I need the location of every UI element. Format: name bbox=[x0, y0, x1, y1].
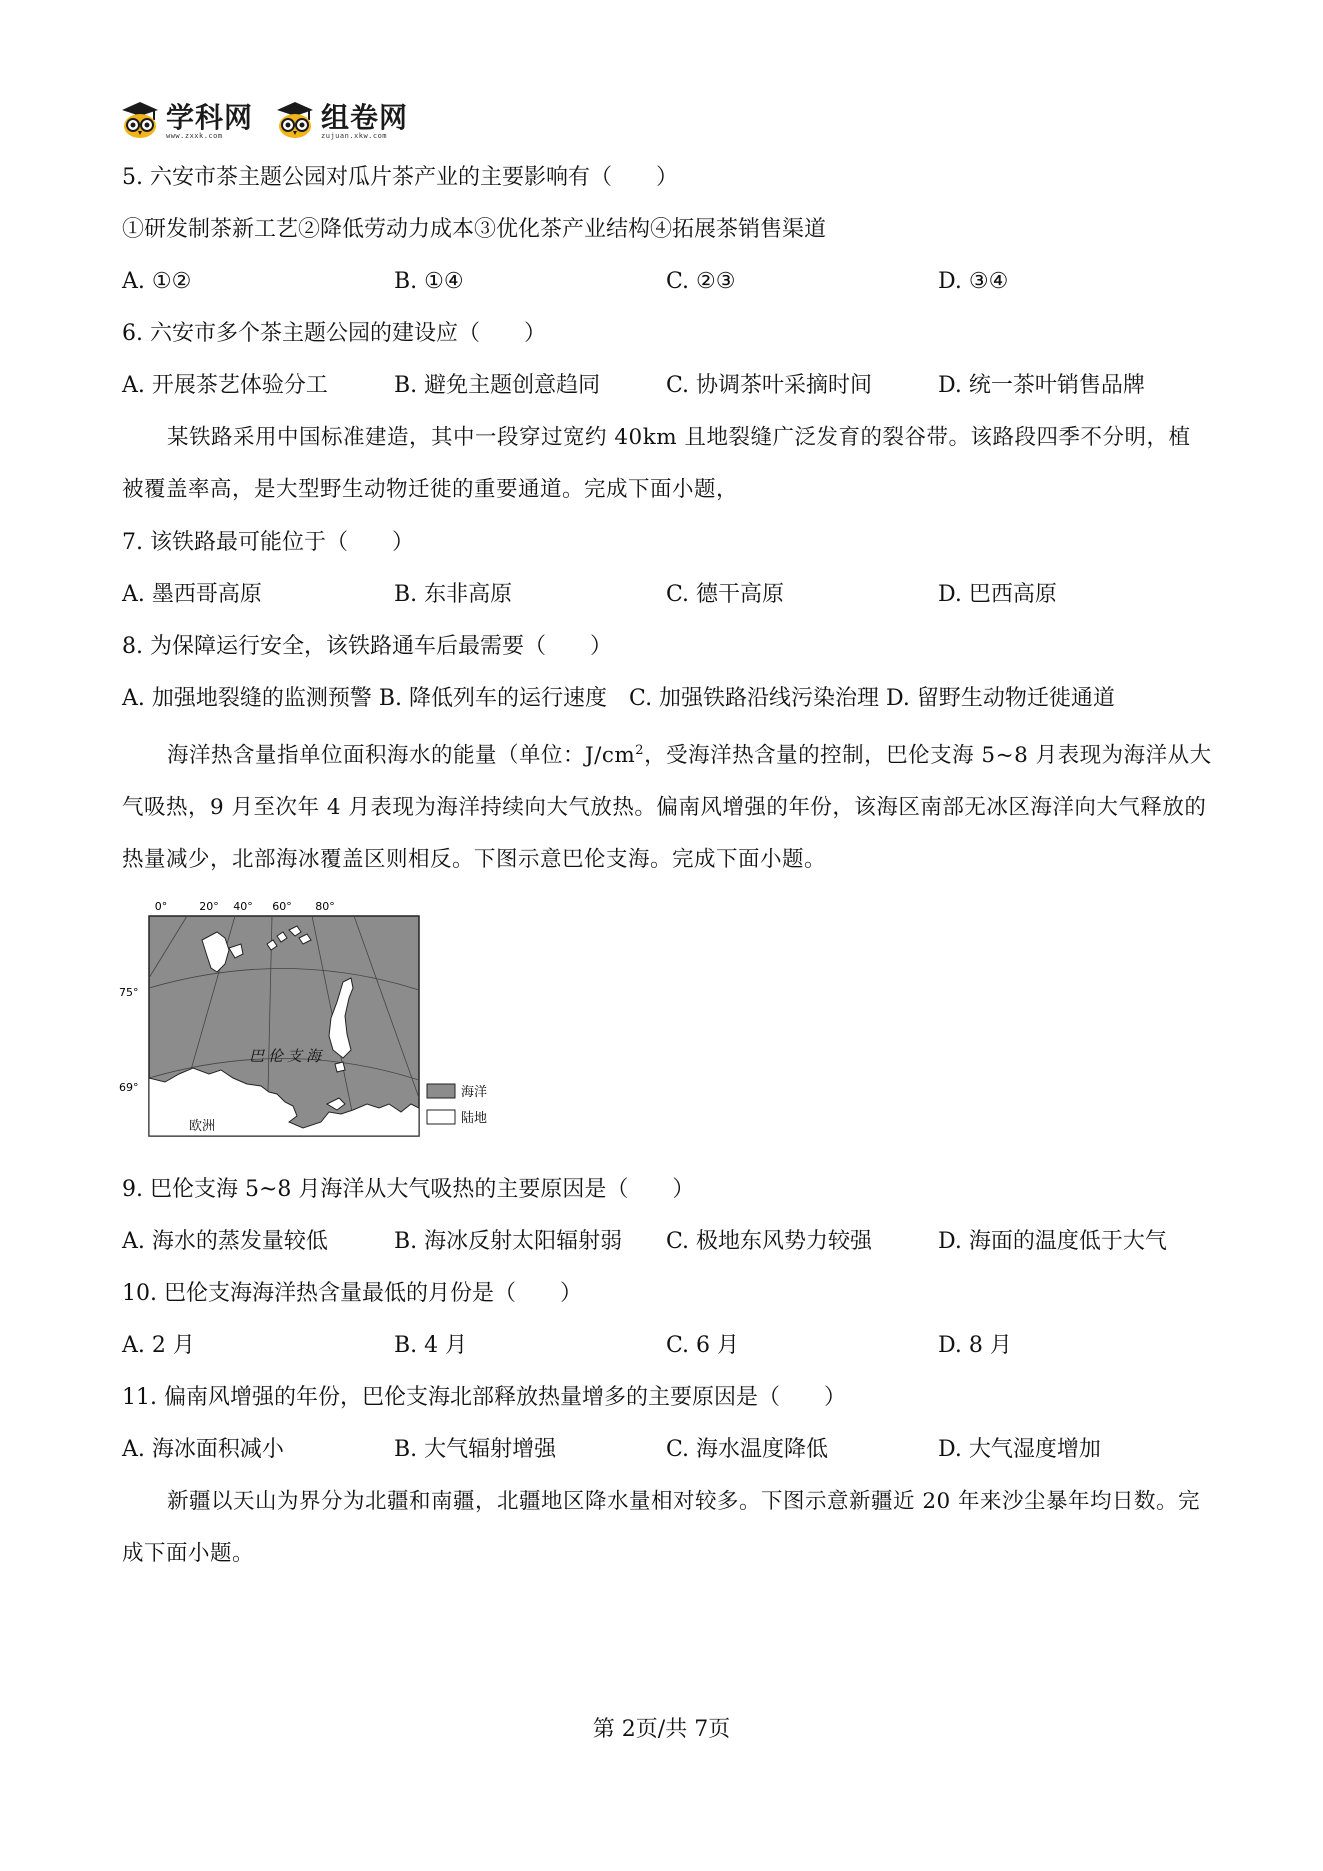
question-5-items: ①研发制茶新工艺②降低劳动力成本③优化茶产业结构④拓展茶销售渠道 bbox=[122, 217, 827, 242]
question-9-options bbox=[122, 1227, 1222, 1257]
logo-zujuanwang bbox=[273, 96, 408, 140]
land-label: 欧洲 bbox=[189, 1119, 216, 1134]
question-11-stem: 11. 偏南风增强的年份，巴伦支海北部释放热量增多的主要原因是（ ） bbox=[122, 1385, 846, 1410]
legend-swatch-ocean bbox=[427, 1084, 455, 1098]
lon-label: 80° bbox=[315, 900, 335, 913]
option-c[interactable]: C. ②③ bbox=[666, 269, 736, 294]
question-5-stem: 5. 六安市茶主题公园对瓜片茶产业的主要影响有（ ） bbox=[122, 165, 678, 190]
option-d[interactable]: D. 海面的温度低于大气 bbox=[938, 1229, 1167, 1254]
lon-label: 40° bbox=[233, 900, 253, 913]
question-11-options bbox=[122, 1435, 1222, 1465]
option-b[interactable]: B. 避免主题创意趋同 bbox=[394, 373, 601, 398]
legend-label-ocean: 海洋 bbox=[461, 1085, 488, 1100]
lon-label: 20° bbox=[199, 900, 219, 913]
header-logos bbox=[118, 96, 408, 140]
lat-label: 69° bbox=[119, 1081, 139, 1094]
question-5-options bbox=[122, 267, 1222, 297]
lon-label: 0° bbox=[154, 900, 168, 913]
barents-sea-map bbox=[117, 898, 517, 1146]
question-6-options bbox=[122, 371, 1222, 401]
logo-xuekewang bbox=[118, 96, 253, 140]
option-c[interactable]: C. 海水温度降低 bbox=[666, 1437, 829, 1462]
option-a[interactable]: A. 墨西哥高原 bbox=[122, 582, 262, 607]
logo-text: 组卷网 bbox=[321, 101, 409, 134]
page-number: 第 2页/共 7页 bbox=[592, 1717, 731, 1742]
question-6-stem: 6. 六安市多个茶主题公园的建设应（ ） bbox=[122, 321, 546, 346]
option-c[interactable]: C. 极地东风势力较强 bbox=[666, 1229, 873, 1254]
question-8-stem: 8. 为保障运行安全，该铁路通车后最需要（ ） bbox=[122, 634, 612, 659]
option-b[interactable]: B. 海冰反射太阳辐射弱 bbox=[394, 1229, 623, 1254]
option-a[interactable]: A. ①② bbox=[122, 269, 192, 294]
option-d[interactable]: D. 统一茶叶销售品牌 bbox=[938, 373, 1145, 398]
lon-label: 60° bbox=[272, 900, 292, 913]
option-d[interactable]: D. 巴西高原 bbox=[938, 582, 1057, 607]
passage-railway: 某铁路采用中国标准建造，其中一段穿过宽约 40km 且地裂缝广泛发育的裂谷带。该路段四季不分明，植被覆盖率高，是大型野生动物迁徙的重要通道。完成下面小题， bbox=[122, 425, 1191, 502]
option-a[interactable]: A. 2 月 bbox=[122, 1333, 195, 1358]
legend-label-land: 陆地 bbox=[461, 1111, 488, 1126]
owl-logo-icon bbox=[273, 96, 317, 140]
map-svg bbox=[117, 898, 517, 1146]
passage-xinjiang: 新疆以天山为界分为北疆和南疆，北疆地区降水量相对较多。下图示意新疆近 20 年来沙尘暴年均日数。完成下面小题。 bbox=[122, 1489, 1201, 1566]
option-b[interactable]: B. 东非高原 bbox=[394, 582, 513, 607]
option-c[interactable]: C. 德干高原 bbox=[666, 582, 785, 607]
sea-label: 巴伦支海 bbox=[249, 1047, 326, 1065]
option-d[interactable]: D. 8 月 bbox=[938, 1333, 1012, 1358]
option-b[interactable]: B. ①④ bbox=[394, 269, 464, 294]
owl-logo-icon bbox=[118, 96, 162, 140]
option-b[interactable]: B. 4 月 bbox=[394, 1333, 468, 1358]
passage-barents-sea bbox=[122, 725, 1212, 886]
legend-swatch-land bbox=[427, 1110, 455, 1124]
superscript: 2 bbox=[635, 743, 645, 758]
passage-text-part1: 海洋热含量指单位面积海水的能量（单位：J/cm bbox=[167, 743, 636, 769]
question-8-options: A. 加强地裂缝的监测预警 B. 降低列车的运行速度 C. 加强铁路沿线污染治理 D. 留野生动物迁徙通道 bbox=[122, 686, 1115, 711]
option-a[interactable]: A. 海冰面积减小 bbox=[122, 1437, 284, 1462]
question-9-stem: 9. 巴伦支海 5~8 月海洋从大气吸热的主要原因是（ ） bbox=[122, 1177, 695, 1202]
lat-label: 75° bbox=[119, 986, 139, 999]
logo-text: 学科网 bbox=[166, 101, 254, 134]
option-d[interactable]: D. 大气湿度增加 bbox=[938, 1437, 1101, 1462]
option-b[interactable]: B. 大气辐射增强 bbox=[394, 1437, 557, 1462]
logo-url: www.zxxk.com bbox=[166, 132, 223, 140]
passage-text-part2: ，受海洋热含量的控制，巴伦支海 5~8 月表现为海洋从大气吸热，9 月至次年 4 月表现为海洋持续向大气放热。偏南风增强的年份，该海区南部无冰区海洋向大气释放的热量减少，北部海冰覆盖区则相反。下图示意巴伦支海。完成下面小题。 bbox=[122, 743, 1212, 873]
question-7-stem: 7. 该铁路最可能位于（ ） bbox=[122, 530, 414, 555]
option-c[interactable]: C. 协调茶叶采摘时间 bbox=[666, 373, 873, 398]
option-c[interactable]: C. 6 月 bbox=[666, 1333, 740, 1358]
question-7-options bbox=[122, 580, 1222, 610]
option-a[interactable]: A. 开展茶艺体验分工 bbox=[122, 373, 328, 398]
question-10-options bbox=[122, 1331, 1222, 1361]
option-a[interactable]: A. 海水的蒸发量较低 bbox=[122, 1229, 328, 1254]
option-d[interactable]: D. ③④ bbox=[938, 269, 1009, 294]
logo-url: zujuan.xkw.com bbox=[321, 132, 388, 140]
question-10-stem: 10. 巴伦支海海洋热含量最低的月份是（ ） bbox=[122, 1281, 582, 1306]
